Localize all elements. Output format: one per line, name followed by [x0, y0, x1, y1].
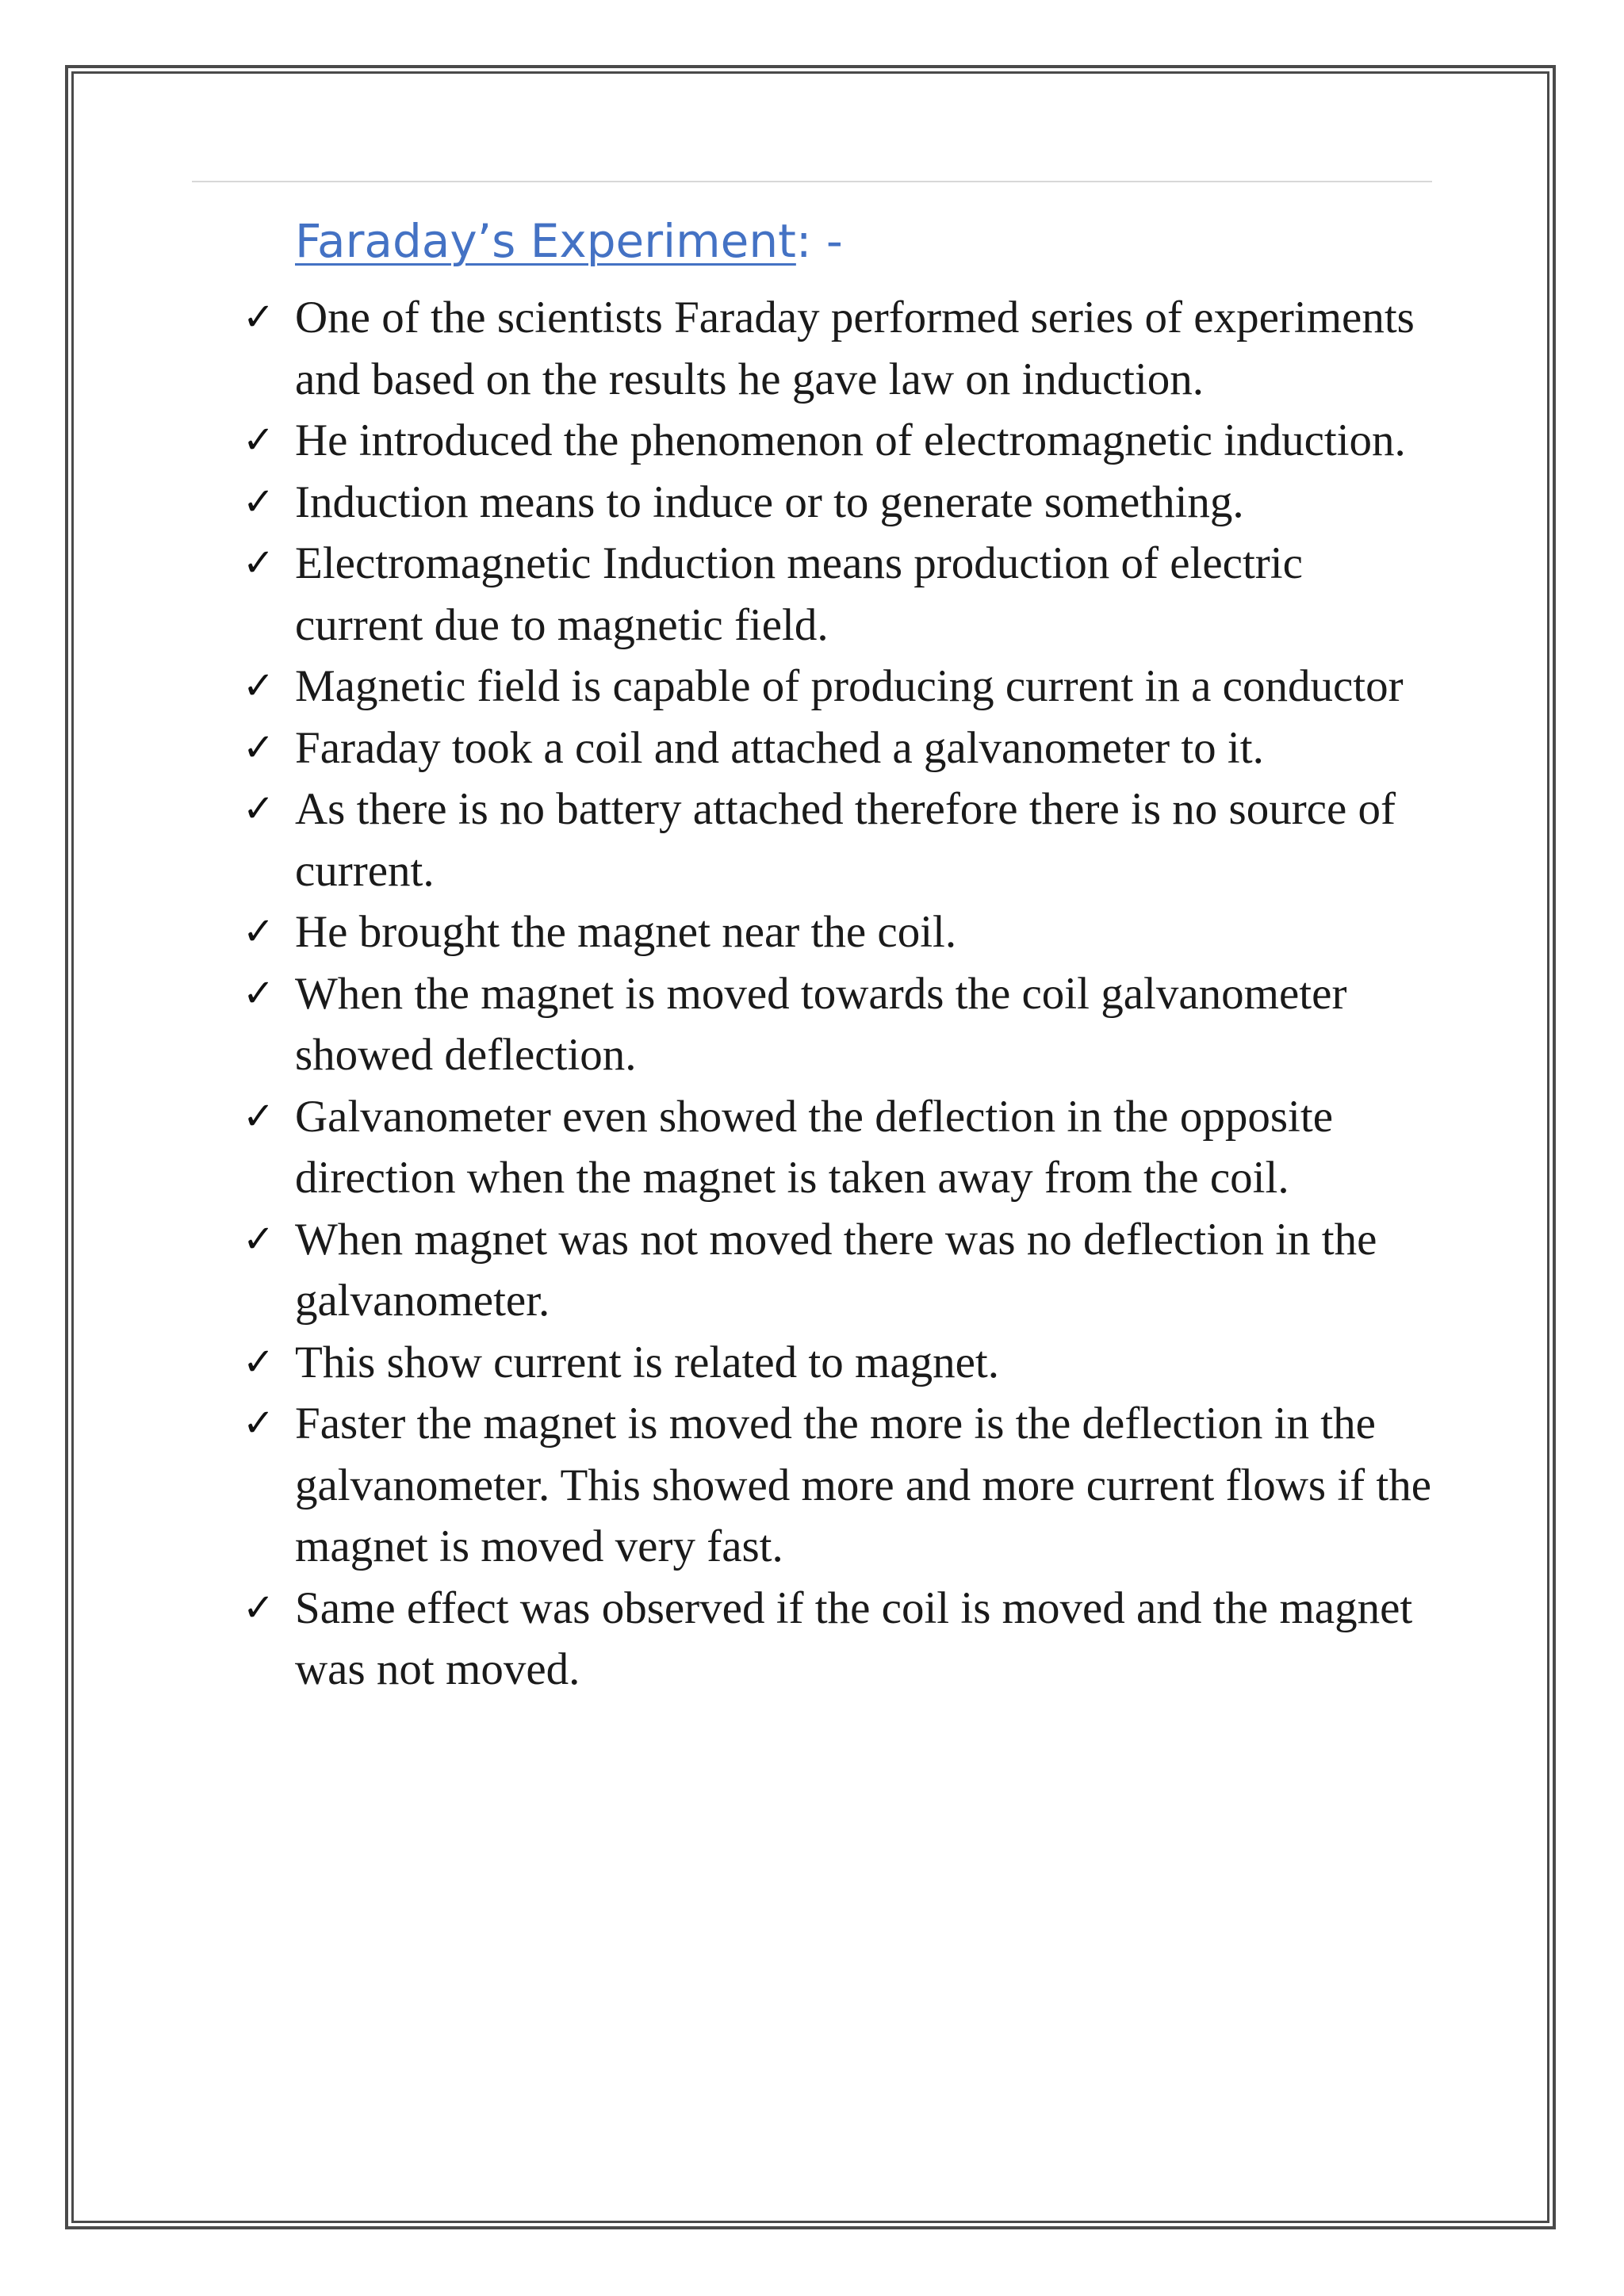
list-item [243, 287, 1432, 410]
list-item-text: When magnet was not moved there was no deflection in the galvanometer. [295, 1214, 1377, 1326]
check-icon: ✓ [243, 725, 275, 770]
list-item-text: Faraday took a coil and attached a galvanometer to it. [295, 722, 1264, 773]
list-item-text: Faster the magnet is moved the more is the deflection in the galvanometer. This showed more and more current flows if the magnet is moved very fast. [295, 1399, 1432, 1571]
list-item [243, 533, 1432, 656]
list-item-text: He introduced the phenomenon of electromagnetic induction. [295, 415, 1406, 465]
check-icon: ✓ [243, 295, 275, 339]
list-item-text: Electromagnetic Induction means production of electric current due to magnetic field. [295, 538, 1303, 650]
title-suffix: : - [795, 214, 843, 268]
check-icon: ✓ [243, 479, 275, 524]
list-item-text: He brought the magnet near the coil. [295, 907, 957, 957]
check-icon: ✓ [243, 1585, 275, 1630]
list-item [243, 410, 1432, 472]
list-item [243, 901, 1432, 963]
check-icon: ✓ [243, 1339, 275, 1384]
list-item-text: As there is no battery attached therefore there is no source of current. [295, 784, 1396, 896]
check-icon: ✓ [243, 786, 275, 831]
list-item-text: This show current is related to magnet. [295, 1337, 1000, 1387]
list-item-text: Same effect was observed if the coil is moved and the magnet was not moved. [295, 1582, 1413, 1694]
check-icon: ✓ [243, 418, 275, 462]
list-item [243, 1332, 1432, 1394]
list-item [243, 963, 1432, 1086]
check-icon: ✓ [243, 1401, 275, 1445]
list-item-text: Galvanometer even showed the deflection in the opposite direction when the magnet is taken away from the coil. [295, 1091, 1333, 1203]
bullet-list [243, 287, 1432, 1701]
list-item-text: When the magnet is moved towards the coil galvanometer showed deflection. [295, 968, 1347, 1080]
check-icon: ✓ [243, 970, 275, 1016]
title-text: Faraday’s Experiment [295, 214, 796, 268]
list-item-text: Magnetic field is capable of producing current in a conductor [295, 661, 1404, 711]
list-item [243, 1578, 1432, 1701]
list-item [243, 656, 1432, 718]
list-item [243, 472, 1432, 534]
list-item-text: Induction means to induce or to generate something. [295, 476, 1244, 527]
list-item [243, 718, 1432, 779]
check-icon: ✓ [243, 664, 275, 708]
list-item [243, 1393, 1432, 1578]
list-item [243, 1086, 1432, 1209]
list-item [243, 1209, 1432, 1332]
check-icon: ✓ [243, 1216, 275, 1261]
check-icon: ✓ [243, 1093, 275, 1138]
list-item-text: One of the scientists Faraday performed series of experiments and based on the results he gave law on induction. [295, 293, 1415, 404]
header-divider [192, 181, 1432, 182]
check-icon: ✓ [243, 541, 275, 585]
page-title [295, 214, 843, 270]
list-item [243, 779, 1432, 901]
check-icon: ✓ [243, 909, 275, 954]
